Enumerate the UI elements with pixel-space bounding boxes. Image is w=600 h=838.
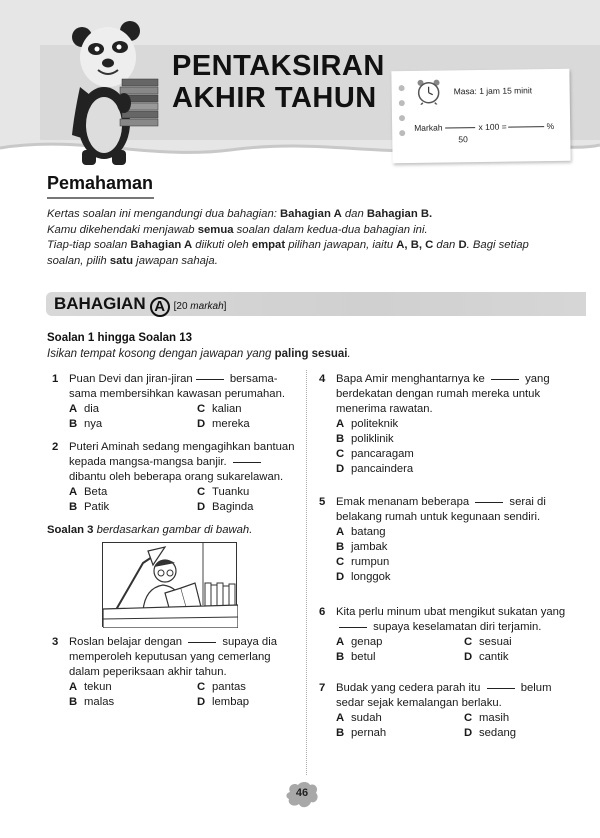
option[interactable]: B betul xyxy=(336,651,376,663)
option[interactable]: C pantas xyxy=(197,681,246,693)
marks-multiplier: x 100 = xyxy=(478,121,507,133)
boy-studying-illustration xyxy=(102,542,237,627)
options xyxy=(69,402,302,432)
answer-blank xyxy=(487,688,515,689)
options xyxy=(336,417,579,477)
option[interactable]: B Patik xyxy=(69,501,110,513)
option[interactable]: B pernah xyxy=(336,727,387,739)
page-title xyxy=(172,50,385,114)
section-a-heading xyxy=(54,294,226,317)
option[interactable]: D sedang xyxy=(464,727,517,739)
option[interactable]: A politeknik xyxy=(336,418,399,430)
marks-label: Markah xyxy=(414,122,443,133)
option[interactable]: D longgok xyxy=(336,571,391,583)
panda-mascot xyxy=(60,15,160,165)
question-3: 3 Roslan belajar dengan supaya dia memperoleh keputusan yang cemerlang dalam peperiksaan akhir tahun. A tekun C pantas B malas D lembap xyxy=(52,635,302,710)
question-instruction: Isikan tempat kosong dengan jawapan yang paling sesuai. xyxy=(47,348,351,360)
option[interactable]: B jambak xyxy=(336,541,388,553)
option[interactable]: C rumpun xyxy=(336,556,390,568)
percent-sign: % xyxy=(546,120,555,132)
option[interactable]: B malas xyxy=(69,696,115,708)
section-a-letter-circle: A xyxy=(150,297,170,317)
alarm-clock-icon xyxy=(415,79,441,105)
question-range: Soalan 1 hingga Soalan 13 xyxy=(47,332,193,344)
options xyxy=(336,635,579,665)
time-marks-note-card xyxy=(391,69,570,163)
right-column xyxy=(319,372,579,749)
question-4: 4 Bapa Amir menghantarnya ke yang berdekatan dengan rumah mereka untuk menerima rawatan. A politeknik B poliklinik C pancaragam D pancaindera xyxy=(319,372,579,477)
option[interactable]: D cantik xyxy=(464,651,509,663)
option[interactable]: D Baginda xyxy=(197,501,254,513)
section-a-marks: [20 markah] xyxy=(173,301,227,312)
option[interactable]: A tekun xyxy=(69,681,112,693)
percent-blank xyxy=(509,126,545,128)
option[interactable]: A genap xyxy=(336,636,383,648)
answer-blank xyxy=(339,627,367,628)
binder-holes xyxy=(399,85,408,145)
options xyxy=(336,711,579,741)
option[interactable]: D lembap xyxy=(197,696,250,708)
question-7: 7 Budak yang cedera parah itu belum sedar sejak kemalangan berlaku. A sudah C masih B pernah D sedang xyxy=(319,681,579,741)
option[interactable]: C sesuai xyxy=(464,636,512,648)
options xyxy=(69,680,302,710)
question-1: 1 Puan Devi dan jiran-jiran bersama-sama membersihkan kawasan perumahan. A dia C kalian B nya D mereka xyxy=(52,372,302,432)
question-6: 6 Kita perlu minum ubat mengikut sukatan yang supaya keselamatan diri terjamin. A genap C sesuai B betul D cantik xyxy=(319,605,579,665)
option[interactable]: D pancaindera xyxy=(336,463,414,475)
option[interactable]: C Tuanku xyxy=(197,486,250,498)
title-line-2: AKHIR TAHUN xyxy=(172,82,377,114)
question-3-prompt: Soalan 3 berdasarkan gambar di bawah. xyxy=(47,524,253,536)
options xyxy=(69,485,302,515)
option[interactable]: A batang xyxy=(336,526,386,538)
section-heading: Pemahaman xyxy=(47,173,154,193)
time-allowed: Masa: 1 jam 15 minit xyxy=(453,85,533,97)
marks-formula xyxy=(414,121,554,133)
answer-blank xyxy=(475,502,503,503)
option[interactable]: A dia xyxy=(69,403,100,415)
options xyxy=(336,525,579,585)
marks-blank xyxy=(446,127,476,128)
page-number: 46 xyxy=(295,787,309,799)
option[interactable]: C kalian xyxy=(197,403,242,415)
answer-blank xyxy=(233,462,261,463)
instructions: Kertas soalan ini mengandungi dua bahagian: Bahagian A dan Bahagian B. Kamu dikehendaki menjawab semua soalan dalam kedua-dua bahagian ini. Tiap-tiap soalan Bahagian A diikuti oleh empat pilihan jawapan, iaitu A, B, C dan D. Bagi setiap soalan, pilih satu jawapan sahaja. xyxy=(47,208,529,267)
section-a-label: BAHAGIAN xyxy=(54,294,146,313)
option[interactable]: A sudah xyxy=(336,712,382,724)
option[interactable]: C pancaragam xyxy=(336,448,414,460)
option[interactable]: D mereka xyxy=(197,418,250,430)
question-2: 2 Puteri Aminah sedang mengagihkan bantuan kepada mangsa-mangsa banjir. dibantu oleh beberapa orang sukarelawan. A Beta C Tuanku B Patik D Baginda xyxy=(52,440,302,515)
question-5: 5 Emak menanam beberapa serai di belakang rumah untuk kegunaan sendiri. A batang B jambak C rumpun D longgok xyxy=(319,495,579,585)
option[interactable]: A Beta xyxy=(69,486,108,498)
option[interactable]: B poliklinik xyxy=(336,433,394,445)
answer-blank xyxy=(491,379,519,380)
option[interactable]: C masih xyxy=(464,712,510,724)
option[interactable]: B nya xyxy=(69,418,103,430)
title-line-1: PENTAKSIRAN xyxy=(172,50,385,82)
left-column xyxy=(47,372,302,718)
section-heading-underline xyxy=(47,197,154,199)
marks-denominator: 50 xyxy=(458,134,468,145)
answer-blank xyxy=(196,379,224,380)
header-banner xyxy=(0,0,600,170)
answer-blank xyxy=(188,642,216,643)
